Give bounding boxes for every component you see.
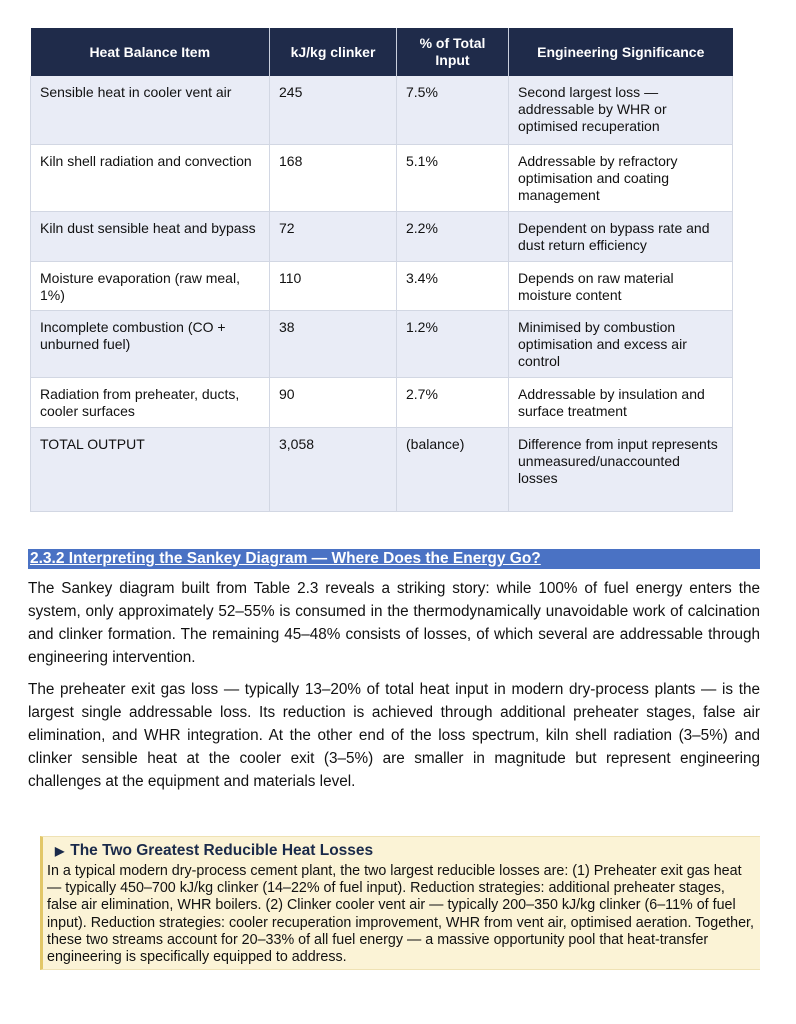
cell-item: Sensible heat in cooler vent air [31, 76, 270, 144]
col-header-pct: % of Total Input [397, 28, 509, 76]
callout-title-text: The Two Greatest Reducible Heat Losses [70, 842, 374, 859]
cell-pct: 1.2% [397, 310, 509, 377]
cell-significance: Addressable by insulation and surface treatment [509, 377, 733, 427]
cell-pct: 3.4% [397, 261, 509, 310]
cell-significance: Minimised by combustion optimisation and excess air control [509, 310, 733, 377]
cell-item: TOTAL OUTPUT [31, 427, 270, 511]
cell-significance: Addressable by refractory optimisation and coating management [509, 144, 733, 211]
right-triangle-icon: ▶ [55, 844, 65, 858]
table-row [31, 211, 733, 261]
body-paragraph: The preheater exit gas loss — typically 13–20% of total heat input in modern dry-process plants — is the largest single addressable loss. Its reduction is achieved through additional preheater stages, false air elimination, and WHR integration. At the other end of the loss spectrum, kiln shell radiation (3–5%) and clinker sensible heat at the cooler exit (3–5%) are smaller in magnitude but represent engineering challenges at the equipment and materials level. [28, 681, 760, 790]
cell-pct: 5.1% [397, 144, 509, 211]
table-row-total [31, 427, 733, 511]
cell-item: Kiln shell radiation and convection [31, 144, 270, 211]
cell-pct: 2.7% [397, 377, 509, 427]
cell-kj: 110 [270, 261, 397, 310]
table-row [31, 144, 733, 211]
cell-kj: 245 [270, 76, 397, 144]
table-row [31, 261, 733, 310]
cell-pct: 7.5% [397, 76, 509, 144]
col-header-item: Heat Balance Item [31, 28, 270, 76]
table-header-row [31, 28, 733, 76]
table-row [31, 377, 733, 427]
cell-pct: (balance) [397, 427, 509, 511]
section-heading: 2.3.2 Interpreting the Sankey Diagram — Where Does the Energy Go? [28, 549, 760, 569]
body-paragraph: The Sankey diagram built from Table 2.3 reveals a striking story: while 100% of fuel energy enters the system, only approximately 52–55% is consumed in the thermodynamically unavoidable work of calcination and clinker formation. The remaining 45–48% consists of losses, of which several are addressable through engineering intervention. [28, 580, 760, 666]
col-header-significance: Engineering Significance [509, 28, 733, 76]
callout-title [55, 841, 373, 861]
cell-significance: Dependent on bypass rate and dust return efficiency [509, 211, 733, 261]
col-header-kj: kJ/kg clinker [270, 28, 397, 76]
cell-item: Moisture evaporation (raw meal, 1%) [31, 261, 270, 310]
cell-kj: 72 [270, 211, 397, 261]
table-row [31, 76, 733, 144]
cell-item: Radiation from preheater, ducts, cooler surfaces [31, 377, 270, 427]
cell-significance: Depends on raw material moisture content [509, 261, 733, 310]
cell-significance: Difference from input represents unmeasured/unaccounted losses [509, 427, 733, 511]
table-row [31, 310, 733, 377]
cell-item: Kiln dust sensible heat and bypass [31, 211, 270, 261]
callout-box [40, 836, 760, 970]
callout-body: In a typical modern dry-process cement plant, the two largest reducible losses are: (1) Preheater exit gas heat — typically 450–700 kJ/kg clinker (14–22% of fuel input). Reduction strategies: additional preheater stages, false air elimination, WHR boilers. (2) Clinker cooler vent air — typically 200–350 kJ/kg clinker (6–11% of fuel input). Reduction strategies: cooler recuperation improvement, WHR from vent air, optimised aeration. Together, these two streams account for 20–33% of all fuel energy — a massive opportunity pool that heat-transfer engineering is specifically equipped to address. [47, 863, 754, 966]
cell-significance: Second largest loss — addressable by WHR or optimised recuperation [509, 76, 733, 144]
cell-kj: 3,058 [270, 427, 397, 511]
cell-kj: 90 [270, 377, 397, 427]
cell-kj: 168 [270, 144, 397, 211]
cell-pct: 2.2% [397, 211, 509, 261]
cell-item: Incomplete combustion (CO + unburned fuel) [31, 310, 270, 377]
heat-balance-table [30, 28, 733, 512]
cell-kj: 38 [270, 310, 397, 377]
